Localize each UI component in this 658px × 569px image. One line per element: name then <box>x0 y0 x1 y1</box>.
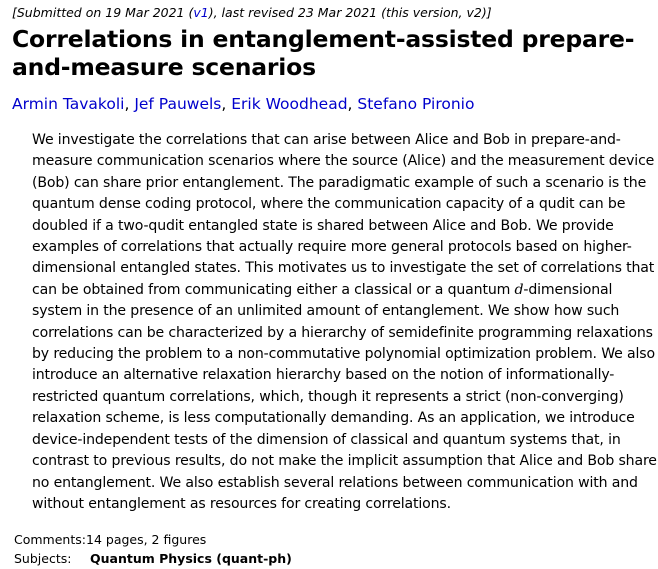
paper-title: Correlations in entanglement-assisted prepare-and-measure scenarios <box>12 25 635 81</box>
abstract-line-with-math <box>32 280 656 301</box>
abstract-line-text: -dimensional <box>523 281 613 298</box>
abstract-line: doubled if a two-qudit entangled state is shared between Alice and Bob. We provide <box>32 217 614 234</box>
abstract <box>32 130 656 515</box>
submission-dateline <box>12 5 492 20</box>
author-link-woodhead[interactable]: Erik Woodhead <box>231 95 348 113</box>
abstract-line: measure communication scenarios where the source (Alice) and the measurement device <box>32 153 655 170</box>
abstract-line: without entanglement as resources for creating correlations. <box>32 495 451 512</box>
abstract-line: (Bob) can share prior entanglement. The paradigmatic example of such a scenario is the <box>32 174 647 191</box>
author-list <box>12 95 474 113</box>
abstract-line: quantum dense coding protocol, where the communication capacity of a qudit can be <box>32 196 626 213</box>
abstract-line: by reducing the problem to a non-commutative polynomial optimization problem. We also <box>32 346 655 363</box>
abstract-line-text: can be obtained from communicating either a classical or a quantum <box>32 281 515 298</box>
comments-label: Comments: <box>14 532 86 547</box>
abstract-line: examples of correlations that actually require more general protocols based on higher- <box>32 239 632 256</box>
comments-row <box>14 532 206 547</box>
math-symbol-d: d <box>514 281 524 298</box>
author-link-tavakoli[interactable]: Armin Tavakoli <box>12 95 125 113</box>
abstract-line: device-independent tests of the dimension of classical and quantum systems that, in <box>32 431 621 448</box>
abstract-line: no entanglement. We also establish several relations between communication with and <box>32 474 638 491</box>
author-link-pauwels[interactable]: Jef Pauwels <box>134 95 222 113</box>
abstract-line: We investigate the correlations that can arise between Alice and Bob in prepare-and- <box>32 132 621 148</box>
author-separator: , <box>124 95 135 113</box>
dateline-prefix: [Submitted on 19 Mar 2021 ( <box>12 5 194 20</box>
abstract-line: relaxation scheme, is less computationally demanding. As an application, we introduce <box>32 410 635 427</box>
abstract-line: correlations can be characterized by a hierarchy of semidefinite programming relaxations <box>32 324 653 341</box>
abstract-line: introduce an alternative relaxation hierarchy based on the notion of informationally- <box>32 367 615 384</box>
abstract-line: system in the presence of an unlimited amount of entanglement. We show how such <box>32 303 620 320</box>
dateline-suffix: ), last revised 23 Mar 2021 (this version, v2)] <box>208 5 492 20</box>
abstract-line: dimensional entangled states. This motivates us to investigate the set of correlations that <box>32 260 655 277</box>
comments-value: 14 pages, 2 figures <box>86 532 207 547</box>
subjects-value: Quantum Physics (quant-ph) <box>90 551 292 566</box>
author-separator: , <box>221 95 232 113</box>
subjects-row <box>14 551 292 566</box>
author-separator: , <box>347 95 358 113</box>
version-1-link[interactable]: v1 <box>193 5 209 20</box>
abstract-line: restricted quantum correlations, which, though it represents a strict (non-converging) <box>32 388 624 405</box>
author-link-pironio[interactable]: Stefano Pironio <box>357 95 475 113</box>
abstract-line: contrast to previous results, do not make the implicit assumption that Alice and Bob share <box>32 453 657 470</box>
subjects-label: Subjects: <box>14 551 72 566</box>
